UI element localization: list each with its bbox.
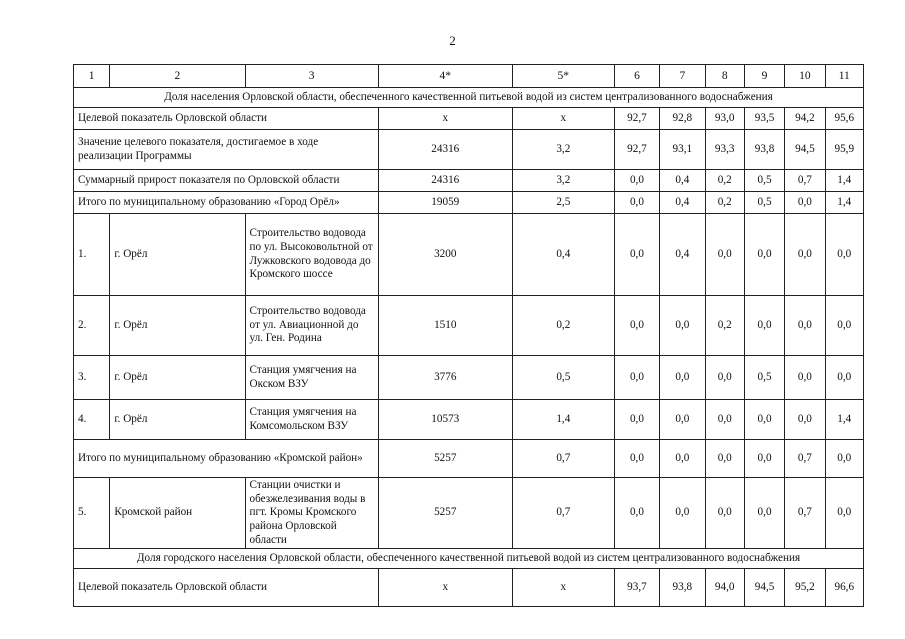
header-cell: 7 [660, 65, 705, 88]
table-row [74, 478, 864, 549]
indicator-table [73, 64, 864, 607]
row-label: Целевой показатель Орловской области [74, 569, 379, 607]
cell-value: 94,2 [785, 108, 825, 130]
cell-value: 0,0 [660, 356, 705, 400]
row-project: Строительство водовода по ул. Высоковольтной от Лужковского водовода до Кромского шоссе [245, 214, 378, 296]
cell-value: 0,7 [785, 478, 825, 549]
row-project: Станция умягчения на Окском ВЗУ [245, 356, 378, 400]
cell-value: 1,4 [825, 170, 863, 192]
table-row [74, 214, 864, 296]
cell-value: 0,0 [744, 296, 784, 356]
cell-value: 95,6 [825, 108, 863, 130]
cell-value: 92,7 [614, 130, 659, 170]
cell-value: 0,0 [705, 400, 744, 440]
cell-value: 0,0 [705, 214, 744, 296]
cell-col4: х [378, 569, 512, 607]
cell-value: 94,5 [785, 130, 825, 170]
table-row [74, 130, 864, 170]
cell-value: 0,0 [660, 478, 705, 549]
cell-value: 95,9 [825, 130, 863, 170]
cell-value: 0,4 [660, 214, 705, 296]
row-project: Станция умягчения на Комсомольском ВЗУ [245, 400, 378, 440]
cell-value: 0,5 [744, 356, 784, 400]
cell-value: 0,0 [825, 356, 863, 400]
row-label: Суммарный прирост показателя по Орловской области [74, 170, 379, 192]
page-number: 2 [449, 33, 456, 48]
table-row [74, 192, 864, 214]
section-title: Доля городского населения Орловской области, обеспеченного качественной питьевой водой из систем централизованного водоснабжения [74, 549, 864, 569]
cell-col5: х [512, 569, 614, 607]
cell-value: 94,5 [744, 569, 784, 607]
row-number: 3. [74, 356, 110, 400]
cell-col5: 0,7 [512, 478, 614, 549]
cell-value: 0,5 [744, 192, 784, 214]
row-place: г. Орёл [110, 214, 245, 296]
cell-col4: 3776 [378, 356, 512, 400]
cell-value: 0,0 [614, 296, 659, 356]
cell-value: 0,0 [744, 400, 784, 440]
cell-value: 0,0 [825, 440, 863, 478]
cell-value: 0,0 [744, 214, 784, 296]
cell-value: 0,0 [825, 296, 863, 356]
cell-col4: 10573 [378, 400, 512, 440]
header-cell: 1 [74, 65, 110, 88]
table-row [74, 296, 864, 356]
header-cell: 10 [785, 65, 825, 88]
row-number: 2. [74, 296, 110, 356]
cell-value: 92,7 [614, 108, 659, 130]
table-row [74, 400, 864, 440]
cell-value: 93,8 [660, 569, 705, 607]
cell-col4: 24316 [378, 170, 512, 192]
header-cell: 6 [614, 65, 659, 88]
cell-col5: 0,4 [512, 214, 614, 296]
cell-col5: 0,7 [512, 440, 614, 478]
cell-col5: х [512, 108, 614, 130]
row-place: Кромской район [110, 478, 245, 549]
cell-col5: 0,2 [512, 296, 614, 356]
row-number: 5. [74, 478, 110, 549]
cell-value: 0,0 [660, 440, 705, 478]
header-cell: 8 [705, 65, 744, 88]
cell-col4: 5257 [378, 478, 512, 549]
cell-value: 0,0 [785, 192, 825, 214]
cell-value: 0,0 [614, 214, 659, 296]
cell-col4: 19059 [378, 192, 512, 214]
cell-value: 0,0 [614, 478, 659, 549]
section-title-row [74, 88, 864, 108]
header-cell: 4* [378, 65, 512, 88]
row-place: г. Орёл [110, 400, 245, 440]
cell-value: 96,6 [825, 569, 863, 607]
header-row [74, 65, 864, 88]
cell-value: 0,0 [744, 478, 784, 549]
cell-value: 0,0 [825, 478, 863, 549]
row-project: Станции очистки и обезжелезивания воды в пгт. Кромы Кромского района Орловской области [245, 478, 378, 549]
cell-value: 93,3 [705, 130, 744, 170]
cell-value: 1,4 [825, 400, 863, 440]
table-row [74, 108, 864, 130]
row-place: г. Орёл [110, 296, 245, 356]
cell-value: 0,0 [785, 356, 825, 400]
cell-value: 0,0 [705, 356, 744, 400]
table-row [74, 170, 864, 192]
cell-value: 0,2 [705, 192, 744, 214]
cell-value: 0,0 [660, 296, 705, 356]
cell-col5: 2,5 [512, 192, 614, 214]
cell-col4: 3200 [378, 214, 512, 296]
cell-col5: 3,2 [512, 130, 614, 170]
table-row [74, 440, 864, 478]
cell-value: 0,7 [785, 170, 825, 192]
cell-value: 0,0 [614, 440, 659, 478]
section-title-row [74, 549, 864, 569]
row-project: Строительство водовода от ул. Авиационной до ул. Ген. Родина [245, 296, 378, 356]
cell-value: 93,7 [614, 569, 659, 607]
header-cell: 3 [245, 65, 378, 88]
cell-value: 0,0 [614, 170, 659, 192]
cell-value: 0,2 [705, 296, 744, 356]
cell-value: 93,8 [744, 130, 784, 170]
header-cell: 11 [825, 65, 863, 88]
cell-value: 0,0 [705, 478, 744, 549]
cell-value: 0,0 [744, 440, 784, 478]
row-place: г. Орёл [110, 356, 245, 400]
cell-col5: 1,4 [512, 400, 614, 440]
header-cell: 2 [110, 65, 245, 88]
table-row [74, 356, 864, 400]
row-label: Итого по муниципальному образованию «Город Орёл» [74, 192, 379, 214]
cell-value: 0,0 [825, 214, 863, 296]
cell-value: 1,4 [825, 192, 863, 214]
row-label: Значение целевого показателя, достигаемое в ходе реализации Программы [74, 130, 379, 170]
row-number: 4. [74, 400, 110, 440]
cell-value: 0,0 [660, 400, 705, 440]
cell-value: 93,0 [705, 108, 744, 130]
header-cell: 5* [512, 65, 614, 88]
cell-value: 0,4 [660, 170, 705, 192]
cell-value: 0,0 [614, 356, 659, 400]
table-row [74, 569, 864, 607]
cell-value: 0,0 [614, 400, 659, 440]
cell-col4: х [378, 108, 512, 130]
row-number: 1. [74, 214, 110, 296]
cell-value: 0,0 [785, 296, 825, 356]
row-label: Целевой показатель Орловской области [74, 108, 379, 130]
cell-value: 0,2 [705, 170, 744, 192]
cell-value: 0,0 [785, 214, 825, 296]
cell-value: 0,0 [614, 192, 659, 214]
cell-value: 93,5 [744, 108, 784, 130]
cell-value: 92,8 [660, 108, 705, 130]
section-title: Доля населения Орловской области, обеспеченного качественной питьевой водой из систем централизованного водоснабжения [74, 88, 864, 108]
cell-col5: 0,5 [512, 356, 614, 400]
cell-value: 0,0 [785, 400, 825, 440]
cell-value: 93,1 [660, 130, 705, 170]
cell-value: 94,0 [705, 569, 744, 607]
cell-value: 0,0 [705, 440, 744, 478]
cell-value: 0,5 [744, 170, 784, 192]
cell-col4: 24316 [378, 130, 512, 170]
header-cell: 9 [744, 65, 784, 88]
cell-value: 0,7 [785, 440, 825, 478]
row-label: Итого по муниципальному образованию «Кромской район» [74, 440, 379, 478]
cell-value: 95,2 [785, 569, 825, 607]
cell-col4: 5257 [378, 440, 512, 478]
cell-col4: 1510 [378, 296, 512, 356]
cell-col5: 3,2 [512, 170, 614, 192]
cell-value: 0,4 [660, 192, 705, 214]
